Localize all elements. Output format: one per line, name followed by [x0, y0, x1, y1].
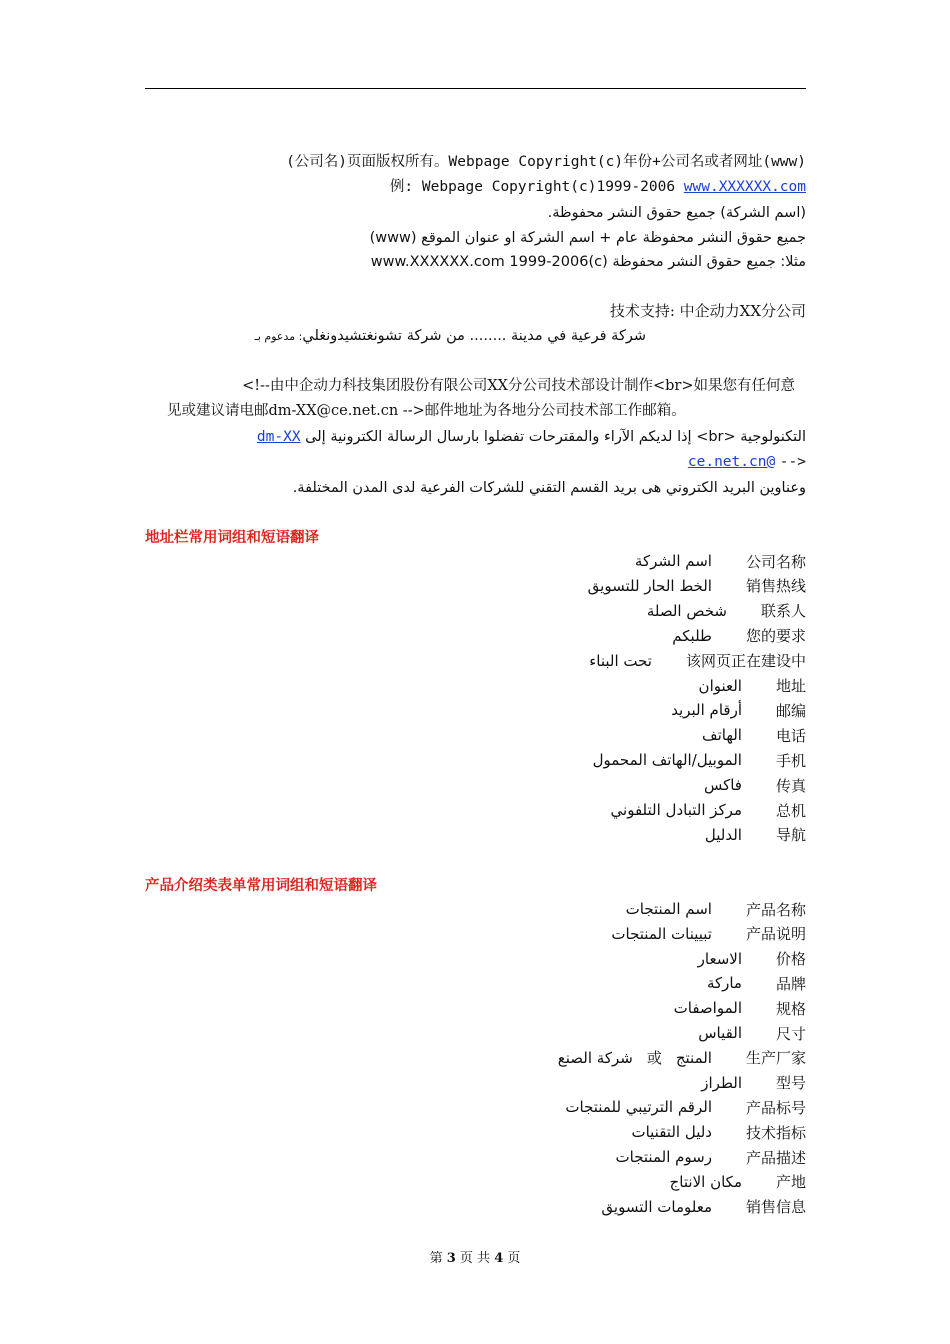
term-arabic: طلبكم: [672, 626, 712, 645]
term-arabic: العنوان: [698, 676, 742, 695]
term-row: [707, 972, 806, 994]
term-arabic: تبيينات المنتجات: [611, 924, 712, 943]
term-arabic: الخط الحار للتسويق: [587, 576, 712, 595]
term-row: [558, 1047, 806, 1069]
term-arabic: ماركة: [706, 974, 742, 993]
term-chinese: 手机: [775, 751, 806, 770]
term-row: [631, 1121, 806, 1143]
header-rule: [145, 88, 806, 89]
term-arabic: أرقام البريد: [671, 701, 742, 720]
term-row: [698, 948, 806, 970]
term-chinese: 品牌: [775, 974, 806, 993]
term-chinese: 价格: [775, 950, 806, 969]
copyright-arabic-1: (اسم الشركة) جميع حقوق النشر محفوظة.: [547, 205, 806, 221]
term-arabic: تحت البناء: [589, 651, 652, 670]
term-chinese: 地址: [775, 677, 806, 695]
email-link-part-2[interactable]: @ce.net.cn: [687, 454, 776, 470]
term-chinese: 产品标号: [745, 1098, 806, 1117]
term-arabic: شخص الصلة: [646, 601, 727, 620]
term-arabic: الدليل: [704, 825, 742, 844]
term-row: [635, 550, 806, 572]
term-chinese: 产品描述: [745, 1148, 806, 1167]
term-row: [593, 749, 806, 771]
copyright-line-1: (公司名)页面版权所有。Webpage Copyright(c)年份+公司名或者网址(www): [286, 154, 806, 170]
tech-support-ar-label: : مدعوم بـ: [254, 330, 303, 343]
term-chinese: 邮编: [775, 701, 806, 720]
term-row: [674, 997, 806, 1019]
term-chinese: 您的要求: [745, 627, 806, 646]
term-arabic: فاكس: [703, 776, 742, 795]
term-chinese: 传真: [775, 776, 806, 795]
term-chinese: 型号: [775, 1074, 806, 1093]
term-chinese: 电话: [775, 726, 806, 745]
term-row: [672, 625, 806, 647]
example-website-link[interactable]: www.XXXXXX.com: [683, 179, 806, 195]
email-link-part-1[interactable]: dm-XX: [256, 429, 301, 445]
comment-ar-2: [688, 452, 806, 472]
term-row: [588, 575, 806, 597]
comment-ar-1-text: التكنولوجية <br> إذا لديكم الآراء والمقترحات تفضلوا بارسال الرسالة الكترونية إلى: [305, 429, 806, 445]
copyright-arabic-2: جميع حقوق النشر محفوظة عام + اسم الشركة او عنوان الموقع (www): [369, 230, 806, 246]
term-chinese: 总机: [775, 801, 806, 820]
term-row: [705, 824, 806, 846]
term-row: [611, 923, 806, 945]
copyright-example: 例: Webpage Copyright(c)1999-2006: [389, 179, 684, 195]
term-arabic: دليل التقنيات: [631, 1123, 712, 1142]
term-row: [565, 1096, 806, 1118]
term-arabic: الطراز: [701, 1073, 742, 1092]
page-footer: 第 3 页 共 4 页: [429, 1251, 521, 1266]
term-chinese: 导航: [775, 826, 806, 845]
term-chinese: 公司名称: [745, 552, 806, 571]
term-row: [589, 650, 806, 672]
term-row: [616, 1146, 806, 1168]
term-arabic: الرقم الترتيبي للمنتجات: [565, 1098, 712, 1117]
term-arabic: معلومات التسويق: [601, 1197, 712, 1216]
term-arabic: الهاتف: [702, 726, 742, 745]
term-row: [670, 1171, 806, 1193]
term-row: [626, 898, 806, 920]
term-chinese: 产品说明: [745, 925, 806, 944]
section-title-address: 地址栏常用词组和短语翻译: [145, 530, 319, 546]
term-row: [699, 675, 806, 697]
term-row: [701, 1072, 806, 1094]
tech-support-zh: 技术支持: 中企动力XX分公司: [609, 302, 806, 320]
term-row: [704, 774, 806, 796]
term-chinese: 技术指标: [745, 1123, 806, 1142]
total-page-number: 4: [494, 1251, 504, 1266]
term-chinese: 联系人: [760, 602, 806, 621]
term-chinese: 该网页正在建设中: [685, 652, 806, 671]
term-arabic: رسوم المنتجات: [615, 1148, 712, 1166]
term-arabic: مكان الانتاج: [669, 1172, 742, 1191]
term-row: [671, 699, 806, 721]
term-row: [601, 1196, 806, 1218]
comment-ar-3: وعناوين البريد الكتروني هى بريد القسم التقني للشركات الفرعية لدى المدن المختلفة.: [292, 480, 806, 496]
term-chinese: 销售热线: [745, 577, 806, 596]
term-chinese: 生产厂家: [745, 1049, 806, 1068]
term-arabic: اسم الشركة: [634, 552, 712, 570]
term-chinese: 产品名称: [745, 900, 806, 919]
term-chinese: 规格: [775, 999, 806, 1018]
term-arabic: الاسعار: [697, 949, 742, 968]
copyright-line-2: [390, 177, 806, 197]
term-arabic: المنتج: [675, 1048, 712, 1067]
comment-zh-1: <!--由中企动力科技集团股份有限公司XX分公司技术部设计制作<br>如果您有任何意: [242, 378, 795, 394]
term-chinese: 产地: [775, 1173, 806, 1192]
term-arabic: الموبيل/الهاتف المحمول: [592, 751, 742, 770]
tech-support-ar: [255, 326, 646, 347]
term-row: [611, 799, 806, 821]
term-chinese: 尺寸: [775, 1024, 806, 1043]
tech-support-ar-main: شركة فرعية في مدينة ........ من شركة تشونغتشيدونغلي: [302, 328, 646, 344]
term-arabic: مركز التبادل التلفوني: [610, 801, 742, 819]
copyright-arabic-3: مثلا: جميع حقوق النشر محفوظة (c)www.XXXXXX.com 1999-2006: [370, 254, 806, 270]
term-chinese: 销售信息: [745, 1198, 806, 1217]
comment-zh-2: 见或建议请电邮dm-XX@ce.net.cn -->邮件地址为各地分公司技术部工作邮箱。: [167, 403, 686, 419]
current-page-number: 3: [446, 1251, 456, 1266]
term-arabic: القياس: [698, 1024, 742, 1042]
comment-ar-1: [257, 427, 806, 447]
term-arabic: المواصفات: [673, 999, 742, 1018]
term-row: [698, 1022, 806, 1044]
term-or-separator: 或: [646, 1049, 662, 1068]
term-arabic: اسم المنتجات: [625, 900, 712, 918]
term-row: [647, 600, 806, 622]
term-arabic-alt: شركة الصنع: [557, 1048, 633, 1067]
section-title-product: 产品介绍类表单常用词组和短语翻译: [145, 878, 377, 894]
comment-ar-2-text: <--: [779, 454, 806, 470]
term-row: [702, 724, 806, 746]
